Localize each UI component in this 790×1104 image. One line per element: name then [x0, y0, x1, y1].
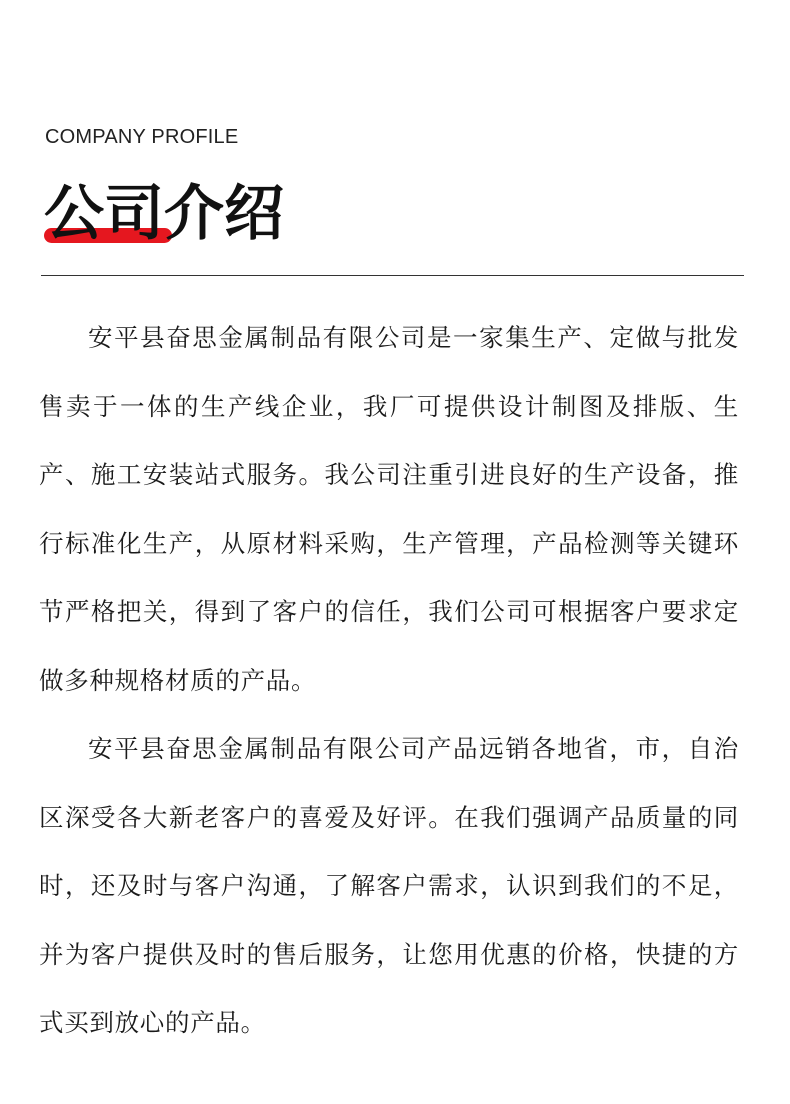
company-profile-body	[39, 304, 739, 1058]
paragraph-market: 安平县奋思金属制品有限公司产品远销各地省，市，自治区深受各大新老客户的喜爱及好评。在我们强调产品质量的同时，还及时与客户沟通，了解客户需求，认识到我们的不足，并为客户提供及时的售后服务，让您用优惠的价格，快捷的方式买到放心的产品。	[39, 734, 739, 1037]
divider-line	[41, 275, 744, 276]
paragraph-intro: 安平县奋思金属制品有限公司是一家集生产、定做与批发售卖于一体的生产线企业，我厂可提供设计制图及排版、生产、施工安装站式服务。我公司注重引进良好的生产设备，推行标准化生产，从原材料采购，生产管理，产品检测等关键环节严格把关，得到了客户的信任，我们公司可根据客户要求定做多种规格材质的产品。	[39, 323, 739, 695]
page-title: 公司介绍	[44, 179, 284, 249]
page-title-block	[44, 176, 304, 256]
section-subtitle: COMPANY PROFILE	[45, 126, 239, 148]
